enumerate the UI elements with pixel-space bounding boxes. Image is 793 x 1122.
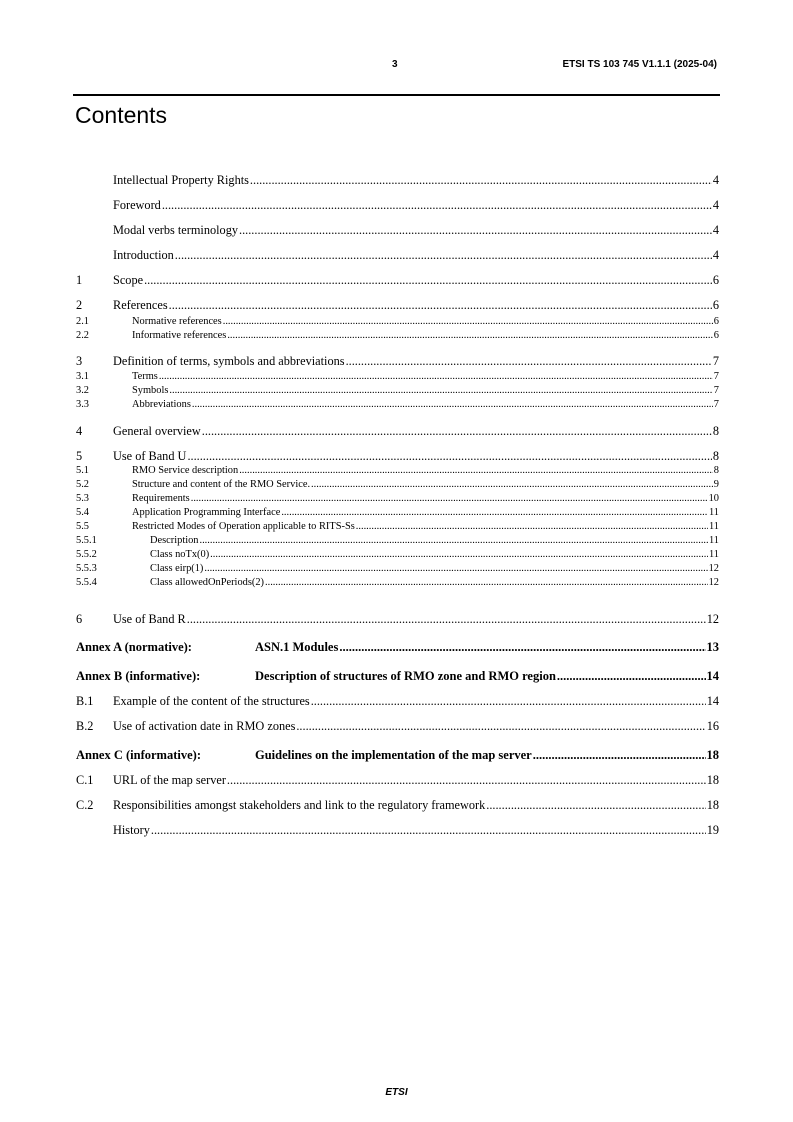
toc-page: 19 [706,823,719,837]
toc-page: 4 [712,248,719,262]
toc-page: 13 [706,640,719,654]
toc-page: 7 [713,371,719,382]
footer-etsi: ETSI [385,1087,408,1098]
toc-title: Introduction [113,248,174,262]
toc-entry-2[interactable] [76,298,719,313]
toc-entry-5-5-1[interactable] [76,535,719,547]
toc-title: Normative references [132,316,222,327]
toc-entry-5-5[interactable] [76,521,719,533]
toc-title: Use of Band R [113,612,186,626]
toc-number: 5.5.3 [76,563,97,574]
toc-page: 6 [712,298,719,312]
toc-entry-5-4[interactable] [76,507,719,519]
toc-page: 8 [712,424,719,438]
toc-page: 7 [712,354,719,368]
toc-number: 5.5.1 [76,535,97,546]
toc-title: URL of the map server [113,773,226,787]
toc-title: Requirements [132,493,190,504]
toc-title: Class noTx(0) [150,549,210,560]
toc-title: Terms [132,371,158,382]
toc-number: Annex A (normative): [76,640,192,654]
toc-title: Guidelines on the implementation of the map server [255,748,532,762]
toc-entry-3-1[interactable] [76,371,719,383]
toc-number: 2.2 [76,330,89,341]
header-rule [73,94,720,96]
toc-title: RMO Service description [132,465,239,476]
toc-page: 16 [706,719,719,733]
toc-number: 5.4 [76,507,89,518]
toc-title: Use of activation date in RMO zones [113,719,296,733]
toc-title: Example of the content of the structures [113,694,310,708]
toc-page: 6 [712,273,719,287]
toc-title: Description [150,535,199,546]
toc-page: 7 [713,399,719,410]
toc-entry-c-2[interactable] [76,798,719,813]
toc-page: 18 [706,748,719,762]
toc-page: 11 [708,535,719,546]
toc-number: Annex B (informative): [76,669,201,683]
toc-entry-b-2[interactable] [76,719,719,734]
toc-title: Class eirp(1) [150,563,204,574]
page-title: Contents [75,102,168,128]
toc-title: Restricted Modes of Operation applicable to RITS-Ss [132,521,355,532]
toc-entry-annex-a[interactable] [76,640,719,655]
toc-title: Informative references [132,330,227,341]
toc-page: 12 [708,563,719,574]
toc-entry-annex-c[interactable] [76,748,719,763]
toc-number: 3.2 [76,385,89,396]
toc-title: Application Programming Interface [132,507,281,518]
toc-number: C.2 [76,798,94,812]
toc-entry-3[interactable] [76,354,719,369]
toc-entry-5-3[interactable] [76,493,719,505]
toc-entry-5-2[interactable] [76,479,719,491]
toc-page: 4 [712,198,719,212]
page-number: 3 [392,59,398,70]
toc-number: 5.5 [76,521,89,532]
toc-page: 12 [708,577,719,588]
toc-page: 18 [706,773,719,787]
toc-number: B.2 [76,719,94,733]
toc-title: Symbols [132,385,169,396]
toc-page: 9 [713,479,719,490]
toc-title: References [113,298,168,312]
toc-entry-annex-b[interactable] [76,669,719,684]
toc-title: Abbreviations [132,399,191,410]
toc-title: ASN.1 Modules [255,640,339,654]
toc-entry-5-5-3[interactable] [76,563,719,575]
toc-title: Responsibilities amongst stakeholders and link to the regulatory framework [113,798,486,812]
toc-title: Scope [113,273,144,287]
toc-title: Intellectual Property Rights [113,173,249,187]
toc-number: 3 [76,354,83,368]
toc-entry-introduction[interactable] [76,248,719,263]
toc-entry-foreword[interactable] [76,198,719,213]
toc-title: Description of structures of RMO zone and RMO region [255,669,556,683]
toc-number: Annex C (informative): [76,748,201,762]
toc-page: 4 [712,223,719,237]
toc-entry-2-2[interactable] [76,330,719,342]
toc-entry-5-1[interactable] [76,465,719,477]
toc-number: 5.5.4 [76,577,97,588]
toc-entry-intellectual-property-rights[interactable] [76,173,719,188]
toc-page: 7 [713,385,719,396]
toc-page: 8 [713,465,719,476]
toc-number: 2.1 [76,316,89,327]
toc-title: Modal verbs terminology [113,223,238,237]
toc-entry-4[interactable] [76,424,719,439]
toc-entry-5-5-4[interactable] [76,577,719,589]
toc-number: 3.1 [76,371,89,382]
toc-title: Use of Band U [113,449,187,463]
toc-page: 6 [713,316,719,327]
document-id: ETSI TS 103 745 V1.1.1 (2025-04) [562,59,717,70]
toc-number: 6 [76,612,83,626]
toc-page: 12 [706,612,719,626]
toc-page: 11 [708,507,719,518]
toc-entry-2-1[interactable] [76,316,719,328]
toc-title: Structure and content of the RMO Service. [132,479,311,490]
toc-page: 18 [706,798,719,812]
toc-number: 5.2 [76,479,89,490]
toc-number: 4 [76,424,83,438]
toc-page: 14 [706,669,719,683]
toc-page: 10 [708,493,719,504]
toc-entry-1[interactable] [76,273,719,288]
toc-entry-3-3[interactable] [76,399,719,411]
toc-entry-b-1[interactable] [76,694,719,709]
toc-number: 2 [76,298,83,312]
toc-number: 5.3 [76,493,89,504]
toc-page: 14 [706,694,719,708]
toc-number: 5 [76,449,83,463]
toc-entry-5[interactable] [76,449,719,464]
toc-entry-3-2[interactable] [76,385,719,397]
toc-entry-c-1[interactable] [76,773,719,788]
toc-entry-history[interactable] [76,823,719,838]
toc-page: 4 [712,173,719,187]
toc-title: Definition of terms, symbols and abbreviations [113,354,345,368]
toc-number: C.1 [76,773,94,787]
toc-number: 5.1 [76,465,89,476]
toc-entry-6[interactable] [76,612,719,627]
toc-title: Class allowedOnPeriods(2) [150,577,264,588]
toc-number: 3.3 [76,399,89,410]
toc-page: 6 [713,330,719,341]
toc-title: General overview [113,424,201,438]
toc-entry-modal-verbs[interactable] [76,223,719,238]
toc-number: 5.5.2 [76,549,97,560]
toc-page: 8 [712,449,719,463]
toc-page: 11 [708,521,719,532]
toc-entry-5-5-2[interactable] [76,549,719,561]
toc-number: 1 [76,273,83,287]
toc-page: 11 [708,549,719,560]
toc-title: Foreword [113,198,161,212]
toc-number: B.1 [76,694,94,708]
toc-title: History [113,823,150,837]
